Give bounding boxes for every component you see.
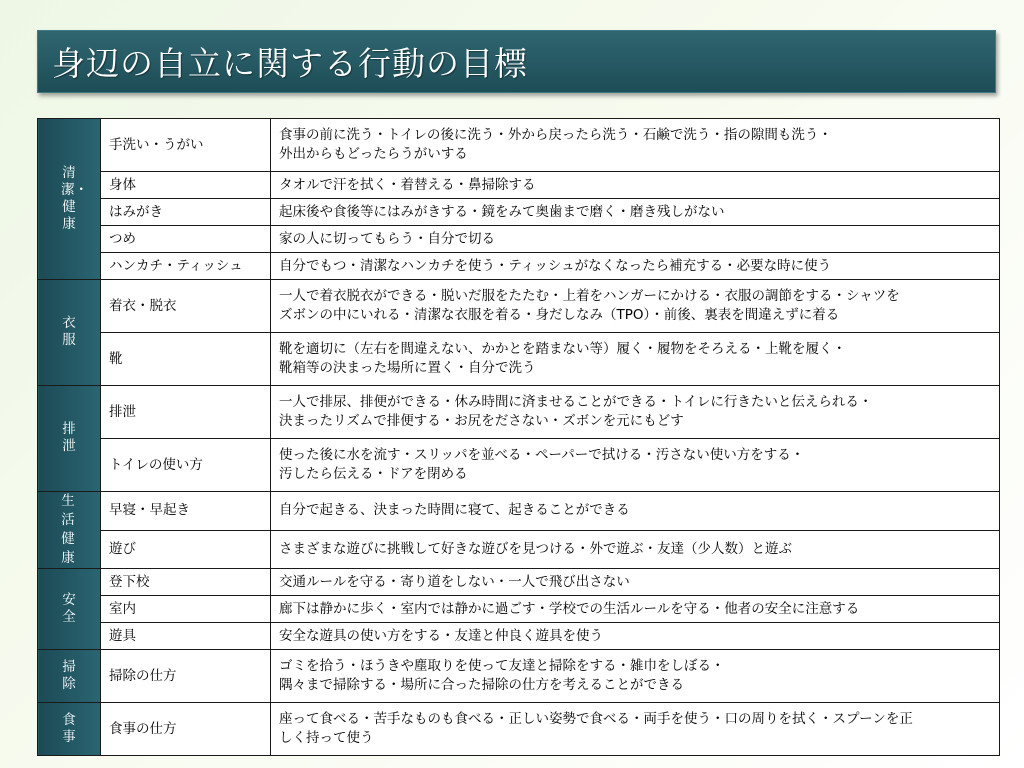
description-cell: 廊下は静かに歩く・室内では静かに過ごす・学校での生活ルールを守る・他者の安全に注意する [271, 596, 1000, 623]
goals-table [37, 118, 1000, 756]
item-cell: はみがき [101, 199, 271, 226]
table-row [38, 386, 1000, 439]
table-row [38, 333, 1000, 386]
table-row [38, 119, 1000, 172]
item-cell: 遊び [101, 530, 271, 569]
table-row [38, 199, 1000, 226]
category-label: 清潔・健康 [61, 164, 88, 232]
description-cell: 自分で起きる、決まった時間に寝て、起きることができる [271, 492, 1000, 531]
description-cell: 一人で着衣脱衣ができる・脱いだ服をたたむ・上着をハンガーにかける・衣服の調節をする・シャツを ズボンの中にいれる・清潔な衣服を着る・身だしなみ（TPO）・前後、裏表を間違えずに着る [271, 280, 1000, 333]
item-cell: ハンカチ・ティッシュ [101, 253, 271, 280]
item-cell: 排泄 [101, 386, 271, 439]
table-row [38, 439, 1000, 492]
item-cell: 食事の仕方 [101, 703, 271, 756]
category-label: 衣服 [62, 315, 76, 348]
description-cell: さまざまな遊びに挑戦して好きな遊びを見つける・外で遊ぶ・友達（少人数）と遊ぶ [271, 530, 1000, 569]
item-cell: 手洗い・うがい [101, 119, 271, 172]
item-cell: 掃除の仕方 [101, 650, 271, 703]
description-cell: ゴミを拾う・ほうきや塵取りを使って友達と掃除をする・雑巾をしぼる・ 隅々まで掃除する・場所に合った掃除の仕方を考えることができる [271, 650, 1000, 703]
category-cell-toileting [38, 386, 101, 492]
category-label: 生活健康 [61, 493, 81, 566]
description-cell: 一人で排尿、排便ができる・休み時間に済ませることができる・トイレに行きたいと伝えられる・ 決まったリズムで排便する・お尻をださない・ズボンを元にもどす [271, 386, 1000, 439]
category-cell-meals [38, 703, 101, 756]
category-cell-safety [38, 569, 101, 650]
table-row [38, 492, 1000, 531]
item-cell: トイレの使い方 [101, 439, 271, 492]
item-cell: 登下校 [101, 569, 271, 596]
description-cell: 自分でもつ・清潔なハンカチを使う・ティッシュがなくなったら補充する・必要な時に使う [271, 253, 1000, 280]
table-row [38, 172, 1000, 199]
description-cell: 使った後に水を流す・スリッパを並べる・ペーパーで拭ける・汚さない使い方をする・ 汚したら伝える・ドアを閉める [271, 439, 1000, 492]
category-label: 掃除 [62, 658, 76, 692]
table-row [38, 650, 1000, 703]
item-cell: 着衣・脱衣 [101, 280, 271, 333]
table-row [38, 623, 1000, 650]
category-label: 排泄 [62, 421, 76, 454]
description-cell: タオルで汗を拭く・着替える・鼻掃除する [271, 172, 1000, 199]
category-label: 食事 [62, 711, 76, 745]
table-row [38, 703, 1000, 756]
item-cell: 靴 [101, 333, 271, 386]
description-cell: 交通ルールを守る・寄り道をしない・一人で飛び出さない [271, 569, 1000, 596]
description-cell: 安全な遊具の使い方をする・友達と仲良く遊具を使う [271, 623, 1000, 650]
description-cell: 靴を適切に（左右を間違えない、かかとを踏まない等）履く・履物をそろえる・上靴を履く・ 靴箱等の決まった場所に置く・自分で洗う [271, 333, 1000, 386]
table-row [38, 569, 1000, 596]
table-row [38, 530, 1000, 569]
item-cell: つめ [101, 226, 271, 253]
item-cell: 早寝・早起き [101, 492, 271, 531]
description-cell: 家の人に切ってもらう・自分で切る [271, 226, 1000, 253]
item-cell: 身体 [101, 172, 271, 199]
table-row [38, 596, 1000, 623]
description-cell: 座って食べる・苦手なものも食べる・正しい姿勢で食べる・両手を使う・口の周りを拭く・スプーンを正 しく持って使う [271, 703, 1000, 756]
page-title: 身辺の自立に関する行動の目標 [52, 44, 528, 83]
item-cell: 室内 [101, 596, 271, 623]
table-row [38, 253, 1000, 280]
category-cell-clothing [38, 280, 101, 386]
item-cell: 遊具 [101, 623, 271, 650]
table-row [38, 280, 1000, 333]
category-cell-cleaning [38, 650, 101, 703]
category-label: 安全 [62, 591, 76, 625]
title-bar [37, 30, 996, 93]
category-cell-hygiene [38, 119, 101, 280]
category-cell-lifestyle [38, 492, 101, 569]
description-cell: 起床後や食後等にはみがきする・鏡をみて奥歯まで磨く・磨き残しがない [271, 199, 1000, 226]
table-row [38, 226, 1000, 253]
description-cell: 食事の前に洗う・トイレの後に洗う・外から戻ったら洗う・石鹸で洗う・指の隙間も洗う・ 外出からもどったらうがいする [271, 119, 1000, 172]
